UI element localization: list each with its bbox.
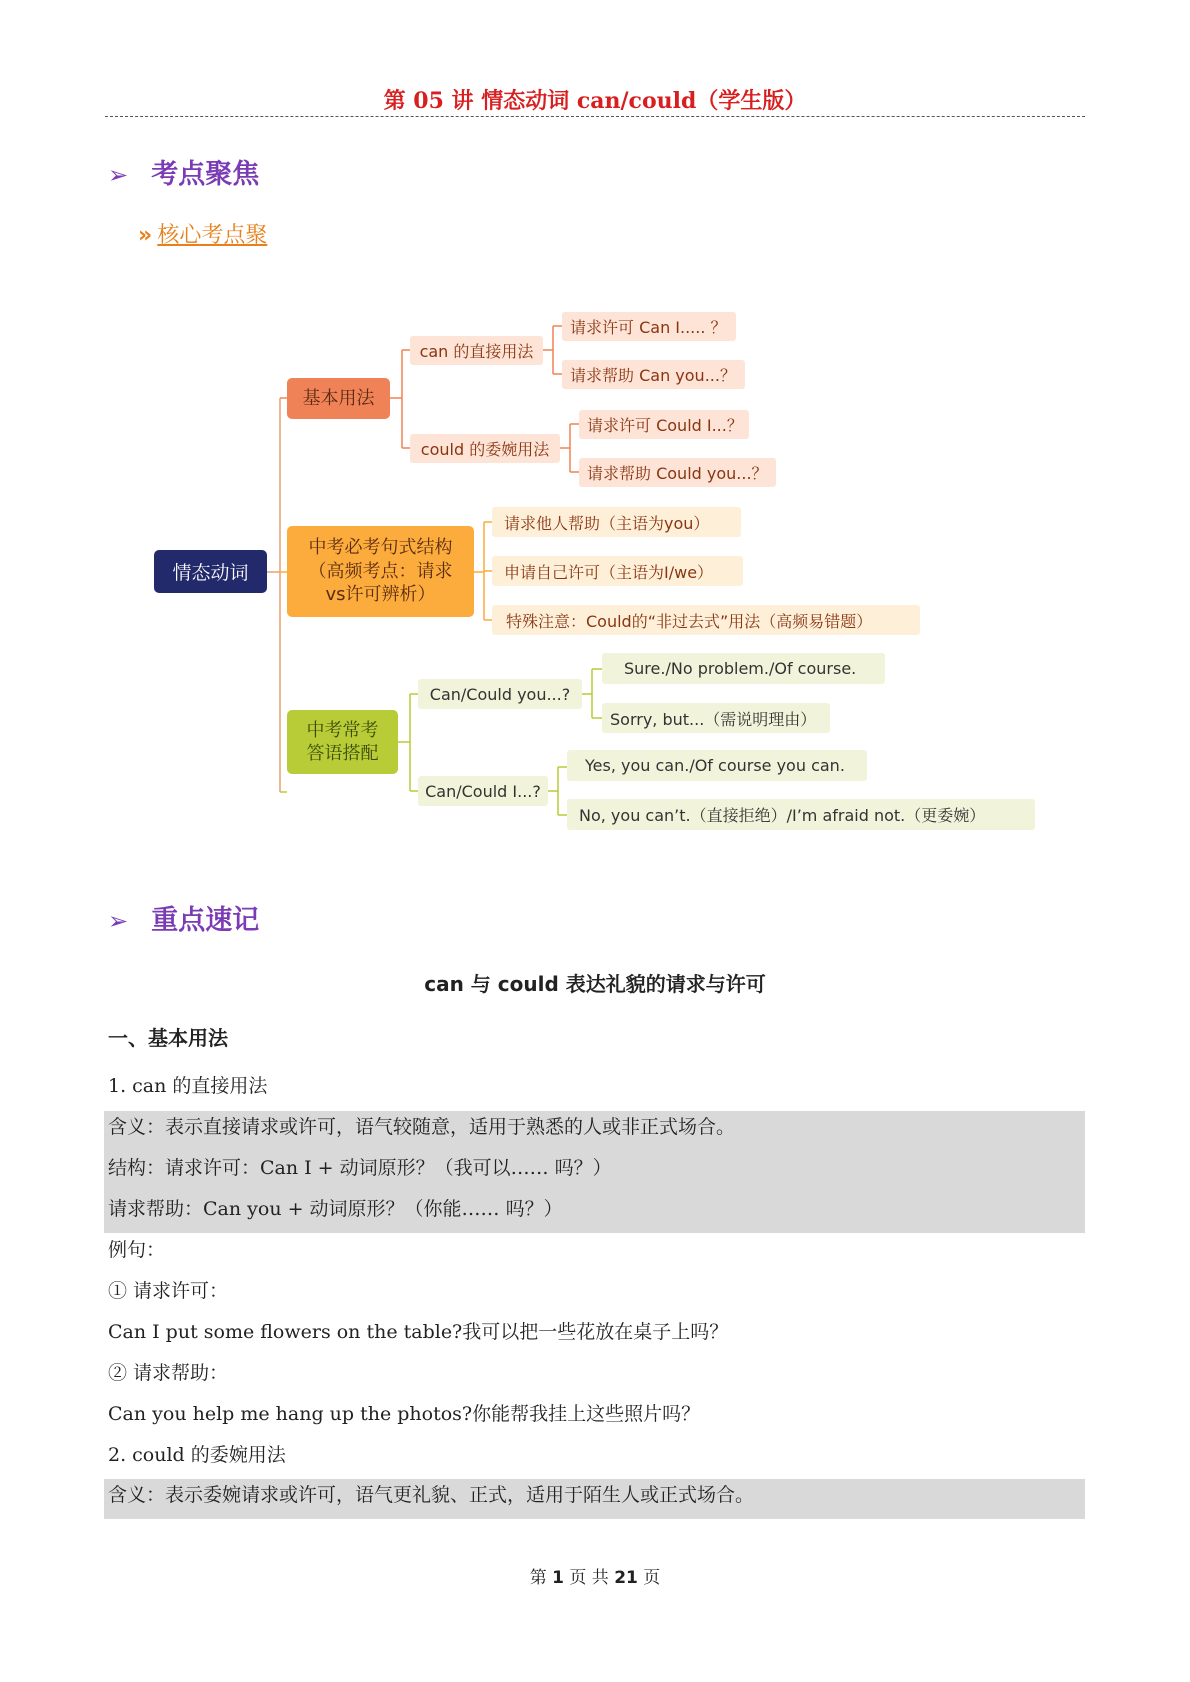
node-answer-pairs (287, 710, 398, 774)
text-line: 1. can 的直接用法 (108, 1075, 268, 1097)
text-line: ① 请求许可： (108, 1280, 229, 1302)
node-exam-structures (287, 526, 474, 617)
node-permission-granted: Yes, you can./Of course you can. (567, 750, 867, 781)
node-permission-denied: No, you can’t.（直接拒绝）/I’m afraid not.（更委婉） (567, 799, 1035, 830)
mindmap-root-node: 情态动词 (154, 550, 267, 593)
node-refusal-reply: Sorry, but...（需说明理由） (602, 703, 830, 733)
footer-text: 第 (529, 1568, 547, 1588)
heading-basic-usage: 一、基本用法 (108, 1026, 228, 1050)
node-can-help: 请求帮助 Can you...？ (562, 360, 745, 389)
text-line: 2. could 的委婉用法 (108, 1444, 286, 1466)
answer-label-line: 答语搭配 (306, 743, 379, 764)
exam-label-line: vs许可辨析） (325, 584, 436, 606)
node-could-polite: could 的委婉用法 (410, 434, 560, 463)
text-line: Can you help me hang up the photos?你能帮我挂上这些照片吗？ (108, 1403, 701, 1425)
exam-label-line: 中考必考句式结构 (308, 537, 453, 559)
text-line: 结构：请求许可：Can I + 动词原形？（我可以…… 吗？） (108, 1157, 612, 1179)
arrowhead-icon: ➢ (108, 907, 129, 935)
page-footer (0, 1563, 1190, 1588)
footer-text: 页 共 (569, 1568, 609, 1588)
node-request-help: 请求他人帮助（主语为you） (492, 507, 741, 537)
node-can-direct: can 的直接用法 (410, 336, 543, 365)
document-title: 第 05 讲 情态动词 can/could（学生版） (383, 88, 807, 114)
total-page-count: 21 (614, 1568, 638, 1588)
text-line: 含义：表示直接请求或许可，语气较随意，适用于熟悉的人或非正式场合。 (108, 1116, 736, 1138)
node-can-permission: 请求许可 Can I..... ？ (562, 312, 736, 341)
footer-text: 页 (643, 1568, 661, 1588)
current-page-number: 1 (552, 1568, 564, 1588)
subsection-title: 核心考点聚 (157, 223, 268, 248)
text-line: ② 请求帮助： (108, 1362, 229, 1384)
node-could-permission: 请求许可 Could I...？ (579, 410, 749, 439)
node-special-note: 特殊注意：Could的“非过去式”用法（高频易错题） (492, 605, 920, 635)
double-chevron-icon: » (138, 223, 153, 248)
text-line: 含义：表示委婉请求或许可，语气更礼貌、正式，适用于陌生人或正式场合。 (108, 1484, 755, 1506)
section-title: 考点聚焦 (151, 159, 260, 190)
text-line: Can I put some flowers on the table?我可以把一些花放在桌子上吗？ (108, 1321, 729, 1343)
content-title: can 与 could 表达礼貌的请求与许可 (424, 972, 766, 996)
text-line: 请求帮助：Can you + 动词原形？（你能…… 吗？） (108, 1198, 563, 1220)
node-can-could-i: Can/Could I...? (418, 776, 548, 806)
arrowhead-icon: ➢ (108, 161, 129, 189)
node-can-could-you: Can/Could you...? (418, 679, 582, 709)
node-positive-reply: Sure./No problem./Of course. (602, 653, 885, 684)
node-could-help: 请求帮助 Could you...？ (579, 458, 776, 487)
section-memo-heading (108, 898, 259, 937)
node-basic-usage: 基本用法 (287, 378, 390, 419)
section-title: 重点速记 (151, 905, 260, 936)
exam-label-line: （高频考点：请求 (308, 560, 453, 582)
text-line: 例句： (108, 1239, 166, 1261)
node-ask-permission: 申请自己许可（主语为I/we） (492, 556, 743, 586)
answer-label-line: 中考常考 (306, 719, 379, 741)
